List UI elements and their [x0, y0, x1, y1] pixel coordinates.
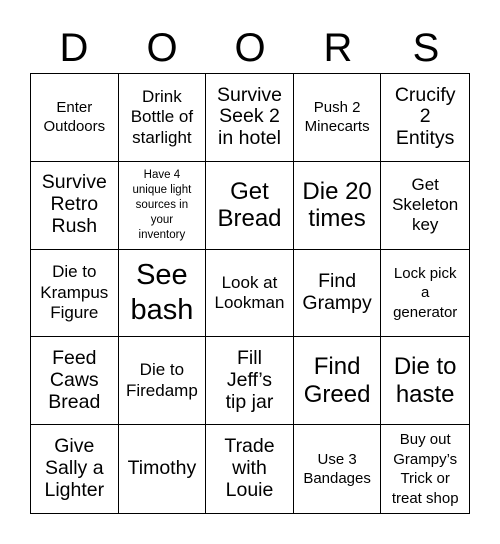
bingo-cell[interactable]: See bash [119, 250, 207, 338]
bingo-cell[interactable]: Die to haste [381, 337, 469, 425]
bingo-cell[interactable]: Feed Caws Bread [31, 337, 119, 425]
header-letter-o-1: O [146, 26, 178, 70]
header-letter-d: D [59, 26, 89, 70]
bingo-cell[interactable]: Buy out Grampy’s Trick or treat shop [391, 431, 459, 507]
bingo-cell[interactable]: Crucify 2 Entitys [381, 74, 469, 162]
bingo-cell[interactable]: Find Greed [294, 337, 382, 425]
bingo-header [30, 22, 470, 74]
bingo-cell[interactable]: Die 20 times [294, 162, 382, 250]
bingo-cell[interactable]: Enter Outdoors [31, 74, 119, 162]
bingo-board [30, 73, 470, 514]
bingo-cell[interactable]: Have 4 unique light sources in your inventory [119, 162, 207, 250]
bingo-cell[interactable]: Look at Lookman [206, 250, 294, 338]
bingo-cell[interactable]: Give Sally a Lighter [31, 425, 119, 513]
bingo-cell[interactable]: Survive Seek 2 in hotel [206, 74, 294, 162]
bingo-cell[interactable]: Use 3 Bandages [294, 425, 382, 513]
header-letter-s: S [412, 26, 440, 70]
bingo-cell[interactable]: Survive Retro Rush [31, 162, 119, 250]
header-letter-o-2: O [234, 26, 266, 70]
bingo-cell[interactable]: Die to Krampus Figure [31, 250, 119, 338]
bingo-cell[interactable]: Die to Firedamp [119, 337, 207, 425]
bingo-cell[interactable]: Timothy [119, 425, 207, 513]
bingo-cell[interactable]: Get Skeleton key [381, 162, 469, 250]
bingo-cell[interactable]: Push 2 Minecarts [294, 74, 382, 162]
bingo-cell[interactable]: Trade with Louie [206, 425, 294, 513]
header-letter-r: R [323, 26, 353, 70]
bingo-cell[interactable]: Lock pick a generator [381, 250, 469, 338]
bingo-cell[interactable]: Find Grampy [294, 250, 382, 338]
bingo-cell[interactable]: Drink Bottle of starlight [119, 74, 207, 162]
bingo-cell[interactable]: Get Bread [206, 162, 294, 250]
bingo-cell[interactable]: Fill Jeff’s tip jar [206, 337, 294, 425]
